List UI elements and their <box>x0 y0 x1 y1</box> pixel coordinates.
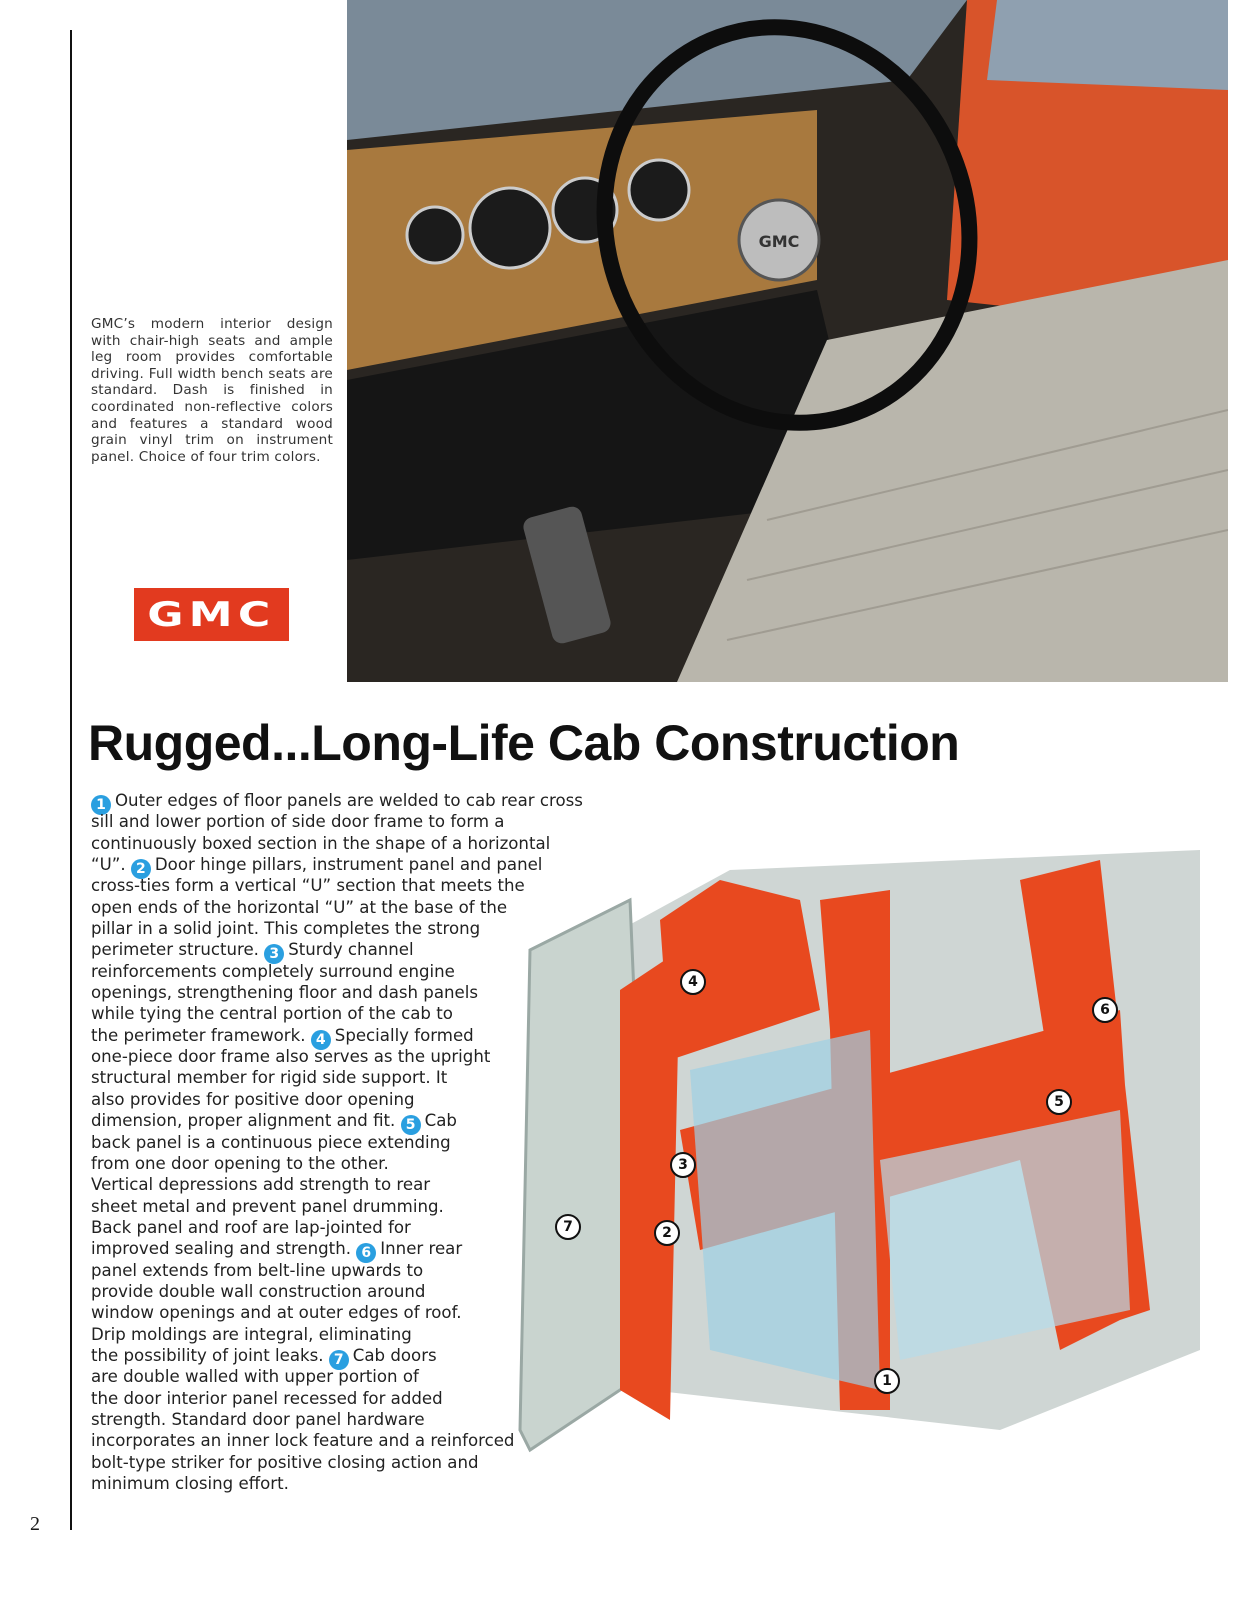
body-text-segment: pillar in a solid joint. This completes the strong <box>91 919 481 939</box>
body-text-segment: strength. Standard door panel hardware <box>91 1409 425 1429</box>
callout-1: 1 <box>874 1368 900 1394</box>
body-text-segment: while tying the central portion of the cab to <box>91 1004 453 1024</box>
body-text-segment: incorporates an inner lock feature and a reinforced <box>91 1431 515 1451</box>
body-text-segment: sheet metal and prevent panel drumming. <box>91 1196 444 1216</box>
body-text-segment: sill and lower portion of side door frame to form a <box>91 812 505 832</box>
body-text-segment: the perimeter framework. <box>91 1025 311 1045</box>
page-title: Rugged...Long-Life Cab Construction <box>88 715 960 771</box>
body-text-segment: Cab <box>424 1111 457 1131</box>
number-badge: 2 <box>131 859 151 879</box>
body-text-segment: window openings and at outer edges of roof. <box>91 1303 462 1323</box>
callout-7: 7 <box>555 1214 581 1240</box>
body-text-segment: Back panel and roof are lap-jointed for <box>91 1217 411 1237</box>
body-text-segment: open ends of the horizontal “U” at the base of the <box>91 897 508 917</box>
body-text-segment: Inner rear <box>380 1239 463 1259</box>
number-badge: 1 <box>91 795 111 815</box>
body-text-segment: continuously boxed section in the shape of a horizontal <box>91 833 551 853</box>
body-text-segment: the possibility of joint leaks. <box>91 1345 329 1365</box>
body-text-segment: openings, strengthening floor and dash panels <box>91 983 478 1003</box>
body-text-segment: Sturdy channel <box>288 940 414 960</box>
body-text-segment: minimum closing effort. <box>91 1474 289 1493</box>
number-badge: 6 <box>356 1243 376 1263</box>
number-badge: 5 <box>401 1115 421 1135</box>
callout-3: 3 <box>670 1152 696 1178</box>
callout-6: 6 <box>1092 997 1118 1023</box>
body-text-segment: “U”. <box>91 855 131 875</box>
callout-4: 4 <box>680 969 706 995</box>
number-badge: 7 <box>329 1350 349 1370</box>
logo-text: GMC <box>147 594 276 635</box>
cab-construction-illustration <box>500 830 1230 1460</box>
body-text-segment: perimeter structure. <box>91 940 265 960</box>
margin-rule <box>70 30 72 1530</box>
photo-caption: GMC’s modern interior design with chair-high seats and ample leg room provides comfortable driving. Full width bench seats are standard. Dash is finished in coordinated non-reflective colors and features a standard wood grain vinyl trim on instrument panel. Choice of four trim colors. <box>91 316 333 465</box>
body-text-segment: panel extends from belt-line upwards to <box>91 1260 424 1280</box>
number-badge: 4 <box>311 1030 331 1050</box>
body-text-segment: Specially formed <box>334 1025 474 1045</box>
body-text-segment: from one door opening to the other. <box>91 1153 389 1173</box>
body-text-segment: structural member for rigid side support. It <box>91 1068 448 1088</box>
body-text-segment: cross-ties form a vertical “U” section that meets the <box>91 876 525 896</box>
body-text-segment: reinforcements completely surround engine <box>91 961 455 981</box>
body-text-segment: one-piece door frame also serves as the upright <box>91 1047 491 1067</box>
cab-interior-photo <box>347 0 1228 682</box>
body-text-segment: provide double wall construction around <box>91 1281 426 1301</box>
body-text-segment: back panel is a continuous piece extending <box>91 1132 451 1152</box>
body-text-segment: are double walled with upper portion of <box>91 1367 419 1387</box>
body-text-segment: Drip moldings are integral, eliminating <box>91 1324 412 1344</box>
body-text-segment: Outer edges of floor panels are welded to cab rear cross <box>115 791 583 810</box>
floor-glass <box>690 1030 880 1390</box>
body-text-segment: dimension, proper alignment and fit. <box>91 1111 401 1131</box>
callout-2: 2 <box>654 1220 680 1246</box>
body-text-segment: improved sealing and strength. <box>91 1239 357 1259</box>
callout-5: 5 <box>1046 1089 1072 1115</box>
number-badge: 3 <box>264 944 284 964</box>
body-text-segment: the door interior panel recessed for added <box>91 1388 443 1408</box>
body-line <box>91 790 583 811</box>
body-text-segment: Cab doors <box>352 1345 437 1365</box>
body-text-segment: Vertical depressions add strength to rear <box>91 1175 431 1195</box>
page-number: 2 <box>30 1513 40 1535</box>
body-text-segment: bolt-type striker for positive closing action and <box>91 1452 479 1472</box>
gmc-logo <box>134 588 289 641</box>
body-text-segment: Door hinge pillars, instrument panel and panel <box>154 855 543 875</box>
steering-hub-logo: GMC <box>758 232 800 251</box>
body-text-segment: also provides for positive door opening <box>91 1089 415 1109</box>
body-line <box>91 1473 583 1494</box>
